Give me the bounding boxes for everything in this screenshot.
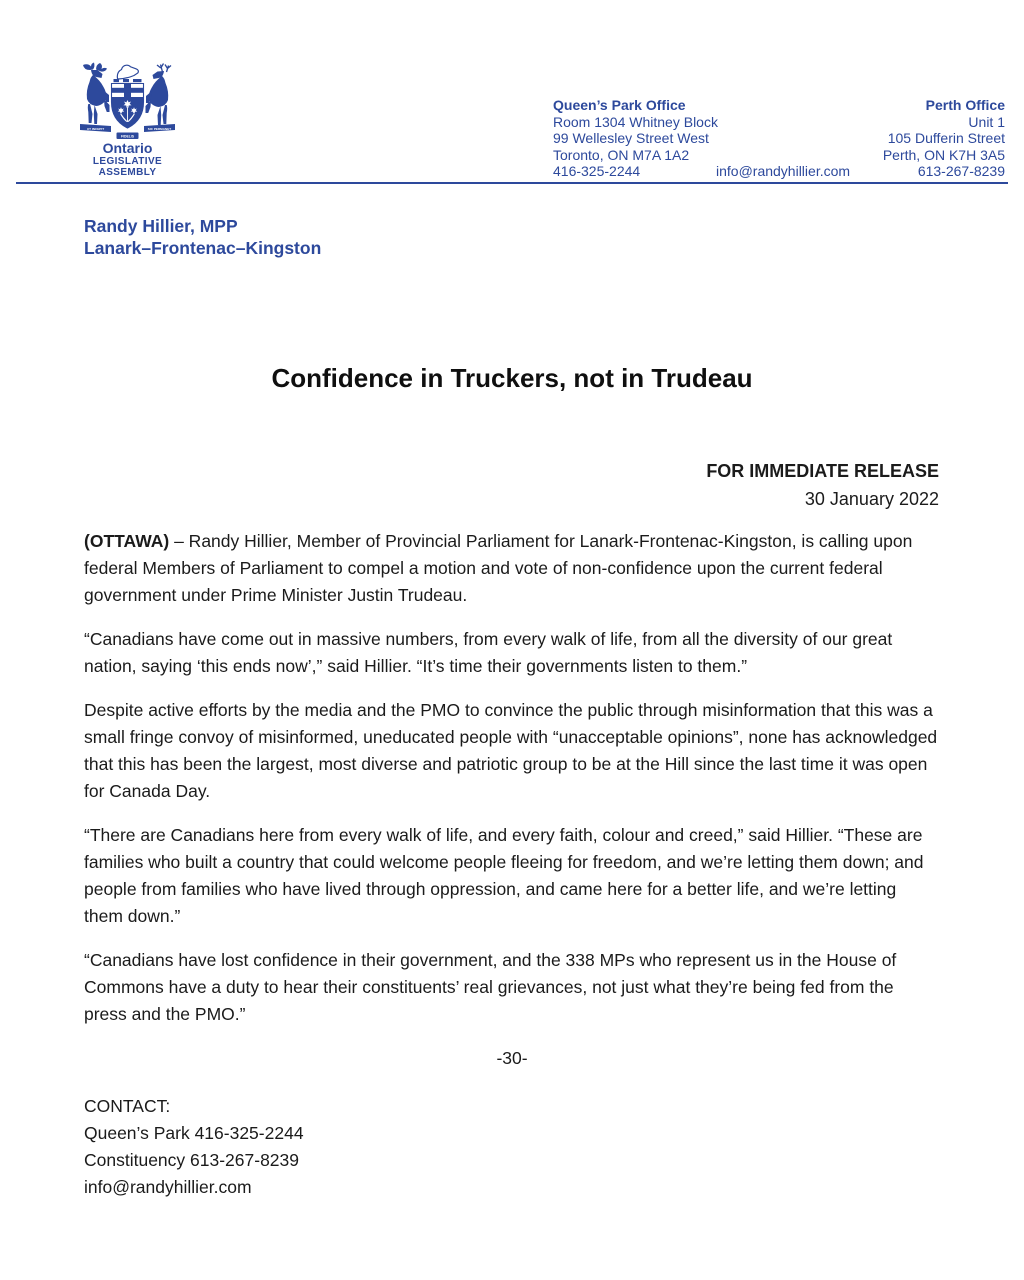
contact-heading: CONTACT: (84, 1096, 171, 1116)
header-email: info@randyhillier.com (716, 163, 851, 179)
member-riding: Lanark–Frontenac–Kingston (84, 238, 322, 258)
motto-left-text: UT INCEPIT (86, 126, 105, 131)
perth-office-title: Perth Office (925, 97, 1005, 113)
release-date: 30 January 2022 (804, 489, 939, 509)
dateline: (OTTAWA) (84, 531, 170, 551)
moose-supporter-icon (83, 63, 110, 125)
perth-address-line: Perth, ON K7H 3A5 (882, 146, 1005, 163)
paragraph: Despite active efforts by the media and the PMO to convince the public through misinformation that this was a small fringe convoy of misinformed, uneducated people with “unacceptable opinions”, none has acknowledged that this has been the largest, most diverse and patriotic group to be at the Hill since the last time it was open for Canada Day. (84, 700, 938, 801)
logo-org-line2: ASSEMBLY (98, 167, 157, 178)
motto-center-text: FIDELIS (121, 134, 134, 139)
queens-park-address-line: 99 Wellesley Street West (553, 130, 709, 146)
motto-right-text: SIC PERMANET (147, 126, 172, 131)
paragraph-lead (84, 528, 940, 609)
member-name: Randy Hillier, MPP (84, 216, 238, 236)
perth-office-block (883, 97, 1005, 180)
paragraph-lead-text: – Randy Hillier, Member of Provincial Parliament for Lanark-Frontenac-Kingston, is calling upon federal Members of Parliament to compel a motion and vote of non-confidence upon the current federal government under Prime Minister Justin Trudeau. (84, 531, 913, 605)
logo-org-line1: LEGISLATIVE (92, 156, 163, 167)
perth-address-line: Unit 1 (968, 113, 1005, 130)
perth-address-line: 105 Dufferin Street (887, 130, 1005, 146)
queens-park-address-line: Toronto, ON M7A 1A2 (553, 146, 690, 163)
queens-park-office-title: Queen’s Park Office (553, 97, 686, 113)
queens-park-office-block (553, 97, 718, 180)
perth-phone: 613-267-8239 (917, 163, 1005, 179)
legislative-assembly-logo (80, 62, 175, 178)
ontario-coat-of-arms-icon (80, 62, 175, 140)
queens-park-address-line: Room 1304 Whitney Block (553, 113, 718, 130)
logo-org-name: Ontario (102, 140, 153, 156)
bear-crest-icon (117, 65, 138, 79)
contact-line-queens-park: Queen’s Park 416-325-2244 (84, 1123, 304, 1143)
deer-supporter-icon (146, 64, 172, 126)
contact-line-constituency: Constituency 613-267-8239 (84, 1150, 300, 1170)
release-body (84, 528, 940, 1201)
paragraph: “There are Canadians here from every walk of life, and every faith, colour and creed,” said Hillier. “These are families who built a country that could welcome people fleeing for freedom, and we’re letting them down; and people from families who have lived through oppression, and came here for a better life, and we’re letting them down.” (84, 825, 924, 926)
release-info-block (84, 457, 939, 513)
paragraph: “Canadians have lost confidence in their government, and the 338 MPs who represent us in the House of Commons have a duty to hear their constituents’ real grievances, not just what they’re being fed from the press and the PMO.” (84, 950, 897, 1024)
press-release-title: Confidence in Truckers, not in Trudeau (271, 363, 753, 393)
end-mark: -30- (496, 1048, 528, 1068)
contact-line-email: info@randyhillier.com (84, 1177, 252, 1197)
member-block (84, 215, 321, 259)
cross-horizontal (112, 88, 144, 93)
header-divider (16, 182, 1008, 184)
contact-block (84, 1093, 940, 1201)
paragraph: “Canadians have come out in massive numbers, from every walk of life, from all the diversity of our great nation, saying ‘this ends now’,” said Hillier. “It’s time their governments listen to them.” (84, 629, 893, 676)
for-immediate-release-label: FOR IMMEDIATE RELEASE (706, 461, 939, 481)
queens-park-phone: 416-325-2244 (553, 163, 641, 179)
torse (114, 79, 142, 82)
